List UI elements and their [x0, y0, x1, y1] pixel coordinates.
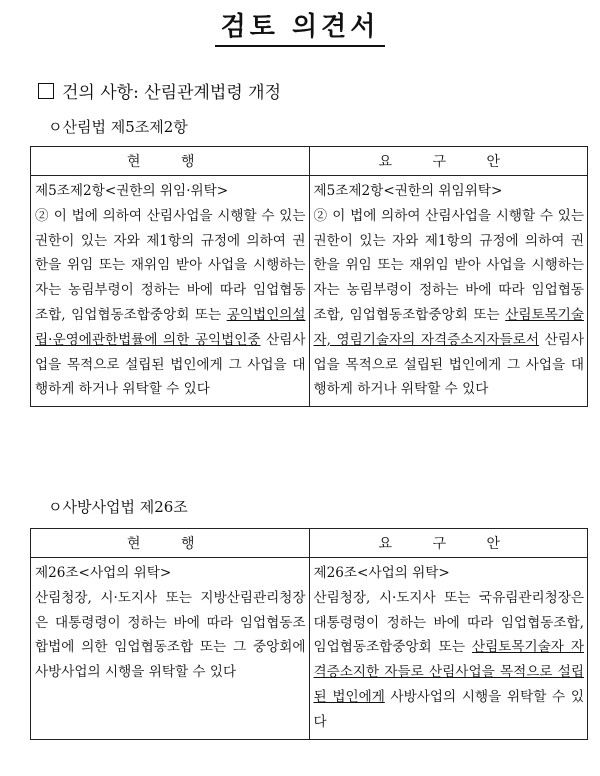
col-header-current: 현 행 — [31, 529, 310, 558]
current-cell — [31, 176, 310, 407]
document-title: 검토 의견서 — [0, 6, 600, 47]
section2-table — [30, 528, 588, 740]
current-cell — [31, 558, 310, 740]
request-cell — [309, 558, 588, 740]
article-body: 산림청장, 시·도지사 또는 국유림관리청장은 대통령령이 정하는 바에 따라 임업협동조합, 임업협동조합중앙회 또는 산림토목기술자 자격증소지한 자들로 산림사업을 목적으로 설립된 법인에게 사방사업의 시행을 위탁할 수 있다 — [313, 589, 585, 730]
col-header-request: 요 구 안 — [309, 529, 588, 558]
section1-heading: ㅇ산림법 제5조제2항 — [48, 118, 188, 136]
article-title: 제26조<사업의 위탁> — [35, 565, 172, 581]
checkbox-square-icon — [38, 83, 54, 99]
article-title: 제5조제2항<권한의 위임위탁> — [313, 183, 503, 199]
section1-table — [30, 146, 588, 407]
agenda-label: 건의 사항: — [62, 83, 139, 103]
agenda-value: 산림관계법령 개정 — [144, 83, 282, 103]
request-cell — [309, 176, 588, 407]
article-title: 제5조제2항<권한의 위임·위탁> — [35, 183, 229, 199]
section2-heading: ㅇ사방사업법 제26조 — [48, 498, 188, 516]
col-header-request: 요 구 안 — [309, 147, 588, 176]
article-body: ② 이 법에 의하여 산림사업을 시행할 수 있는 권한이 있는 자와 제1항의 규정에 의하여 권한을 위임 또는 재위임 받아 사업을 시행하는 자는 농림부령이 정하는 바에 따라 임업협동조합, 임업협동조합중앙회 또는 산림토목기술자, 영림기술자의 자격증소지자들로서 산림사업을 목적으로 설립된 법인에게 그 사업을 대행하게 하거나 위탁할 수 있다 — [313, 207, 584, 398]
col-header-current: 현 행 — [31, 147, 310, 176]
article-title: 제26조<사업의 위탁> — [313, 565, 450, 581]
article-body: ② 이 법에 의하여 산림사업을 시행할 수 있는 권한이 있는 자와 제1항의 규정에 의하여 권한을 위임 또는 재위임 받아 사업을 시행하는 자는 농림부령이 정하는 바에 따라 임업협동조합, 임업협동조합중앙회 또는 공익법인의설립·운영에관한법률에 의한 공익법인중 산림사업을 목적으로 설립된 법인에게 그 사업을 대행하게 하거나 위탁할 수 있다 — [35, 207, 306, 398]
article-body: 산림청장, 시·도지사 또는 지방산림관리청장은 대통령령이 정하는 바에 따라 임업협동조합법에 의한 임업협동조합 또는 그 중앙회에 사방사업의 시행을 위탁할 수 있다 — [35, 589, 306, 681]
agenda-line — [38, 78, 281, 103]
